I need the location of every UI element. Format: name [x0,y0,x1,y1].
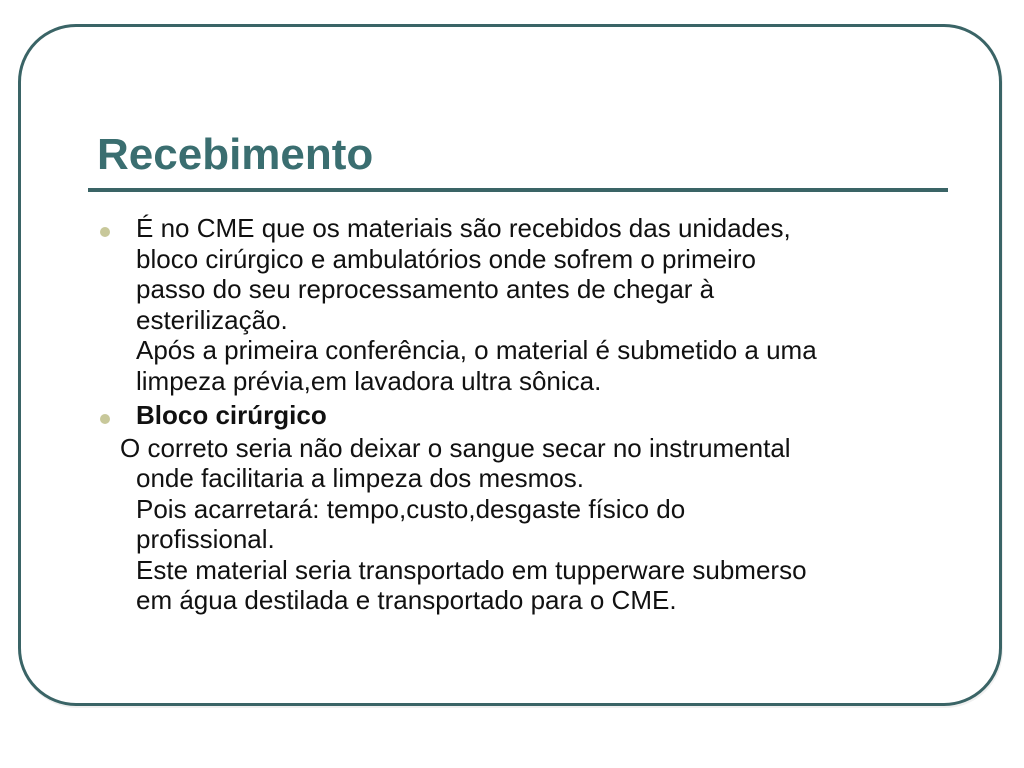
paragraph-line-6: em água destilada e transportado para o CME. [136,585,677,615]
slide-title: Recebimento [97,130,374,179]
paragraph-line-3: Pois acarretará: tempo,custo,desgaste físico do [136,493,686,524]
paragraph-line-5: Este material seria transportado em tupperware submerso [136,554,807,585]
bullet-item-2 [100,400,970,431]
slide-body [100,213,970,616]
bullet-1-line-3: passo do seu reprocessamento antes de chegar à [136,274,715,304]
bullet-1-line-4: esterilização. [136,304,288,335]
bullet-1-line-1: É no CME que os materiais são recebidos das unidades, [136,213,791,243]
paragraph-line-1: O correto seria não deixar o sangue secar no instrumental [120,432,791,463]
bullet-1-line-2: bloco cirúrgico e ambulatórios onde sofrem o primeiro [136,243,756,274]
paragraph-line-4: profissional. [136,524,275,554]
bullet-2-heading: Bloco cirúrgico [136,400,327,430]
bullet-1-line-6: limpeza prévia,em lavadora ultra sônica. [136,365,602,396]
bullet-1-line-5: Após a primeira conferência, o material é submetido a uma [136,335,817,365]
bloco-cirurgico-paragraph [100,433,970,616]
bullet-item-1 [100,213,970,396]
paragraph-line-2: onde facilitaria a limpeza dos mesmos. [136,463,584,493]
title-underline [88,188,948,192]
bullet-dot-icon [100,414,110,424]
bullet-dot-icon [100,227,110,237]
